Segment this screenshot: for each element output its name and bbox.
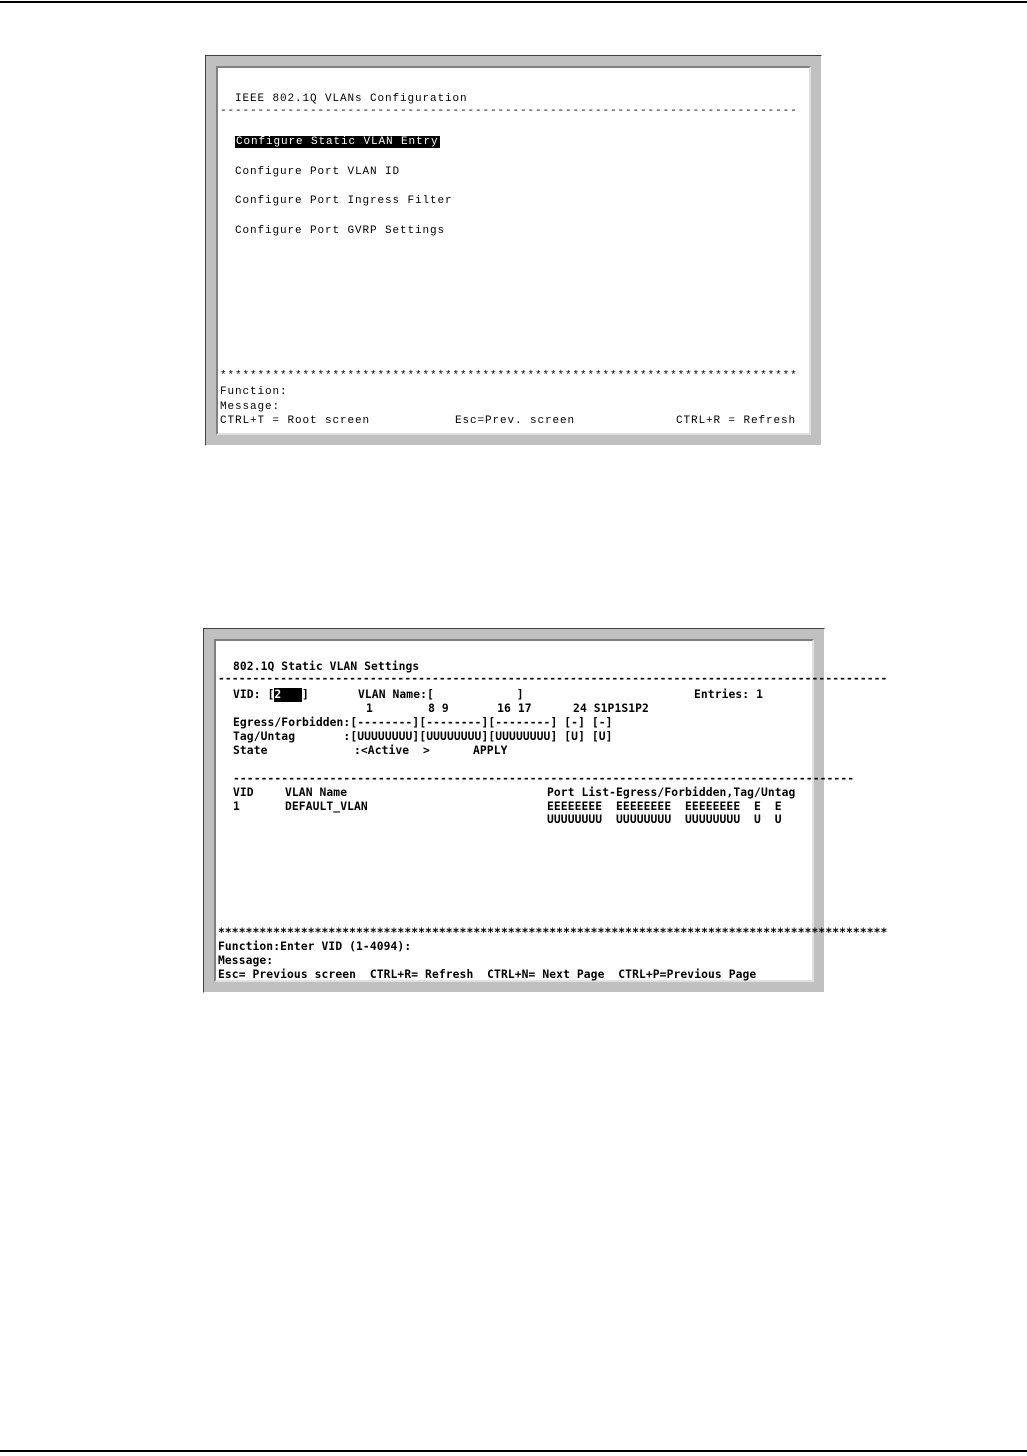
page-top-rule	[0, 1, 1027, 3]
state-label: State	[233, 744, 268, 757]
entries-count: Entries: 1	[694, 688, 764, 701]
column-header-vlan-name: VLAN Name	[285, 786, 348, 799]
vlan-name-field[interactable]	[358, 688, 524, 702]
column-header-port-list: Port List-Egress/Forbidden,Tag/Untag	[547, 786, 796, 799]
shortcut-refresh: CTRL+R = Refresh	[676, 415, 797, 427]
vlan-name-input[interactable]	[434, 688, 517, 701]
menu-item-configure-port-vlan-id[interactable]: Configure Port VLAN ID	[235, 166, 401, 178]
vid-input-cursor	[281, 688, 302, 701]
vid-input[interactable]	[274, 688, 302, 702]
table-row-vlan-name: DEFAULT_VLAN	[285, 800, 368, 813]
vlan-config-terminal-screen	[216, 66, 811, 435]
vlan-name-close-bracket: ]	[516, 688, 524, 701]
menu-item-label-selected: Configure Static VLAN Entry	[236, 136, 439, 148]
static-vlan-terminal-window	[203, 628, 888, 993]
function-prompt: Function:Enter VID (1-4094):	[218, 940, 412, 953]
table-row-vid: 1	[233, 800, 240, 813]
vid-close-bracket: ]	[302, 688, 309, 701]
tag-untag-row[interactable]: Tag/Untag :[UUUUUUUU][UUUUUUUU][UUUUUUUU] [U] [U]	[233, 730, 613, 743]
menu-item-configure-static-vlan-entry[interactable]	[235, 135, 440, 149]
message-label: Message:	[218, 954, 274, 967]
status-divider: *************************************************************************************************	[218, 926, 888, 939]
state-select[interactable]: :<Active >	[354, 744, 430, 757]
menu-item-configure-port-ingress-filter[interactable]: Configure Port Ingress Filter	[235, 195, 453, 207]
apply-button[interactable]: APPLY	[473, 744, 508, 757]
table-row-egress: EEEEEEEE EEEEEEEE EEEEEEEE E E	[547, 800, 782, 813]
shortcut-root-screen: CTRL+T = Root screen	[220, 415, 371, 427]
shortcut-prev-screen: Esc=Prev. screen	[455, 415, 576, 427]
vlan-config-terminal-window	[205, 55, 822, 446]
table-row-tag: UUUUUUUU UUUUUUUU UUUUUUUU U U	[547, 813, 782, 826]
egress-forbidden-row[interactable]: Egress/Forbidden:[--------][--------][--------] [-] [-]	[233, 716, 613, 729]
function-label: Function:	[220, 386, 288, 398]
screen-title: IEEE 802.1Q VLANs Configuration	[235, 93, 468, 105]
menu-item-configure-port-gvrp-settings[interactable]: Configure Port GVRP Settings	[235, 225, 446, 237]
list-divider: ------------------------------------------------------------------------------------------	[233, 772, 855, 785]
title-divider: -------------------------------------------------------------------------------------------------	[218, 672, 888, 685]
page-bottom-rule	[0, 1450, 1027, 1452]
vlan-name-label: VLAN Name:[	[358, 688, 434, 701]
column-header-vid: VID	[233, 786, 254, 799]
vid-label: VID: [	[233, 688, 275, 701]
vid-field[interactable]	[233, 688, 309, 702]
vid-input-value: 2	[274, 688, 282, 701]
static-vlan-terminal-screen	[214, 639, 888, 982]
status-divider: *****************************************************************************	[220, 370, 798, 382]
screen-title: 802.1Q Static VLAN Settings	[233, 660, 420, 673]
port-number-header: 1 8 9 16 17 24 S1P1S1P2	[366, 702, 649, 715]
title-divider: -----------------------------------------------------------------------------	[220, 105, 798, 117]
shortcut-bar: Esc= Previous screen CTRL+R= Refresh CTRL+N= Next Page CTRL+P=Previous Page	[218, 968, 757, 981]
message-label: Message:	[220, 401, 281, 413]
